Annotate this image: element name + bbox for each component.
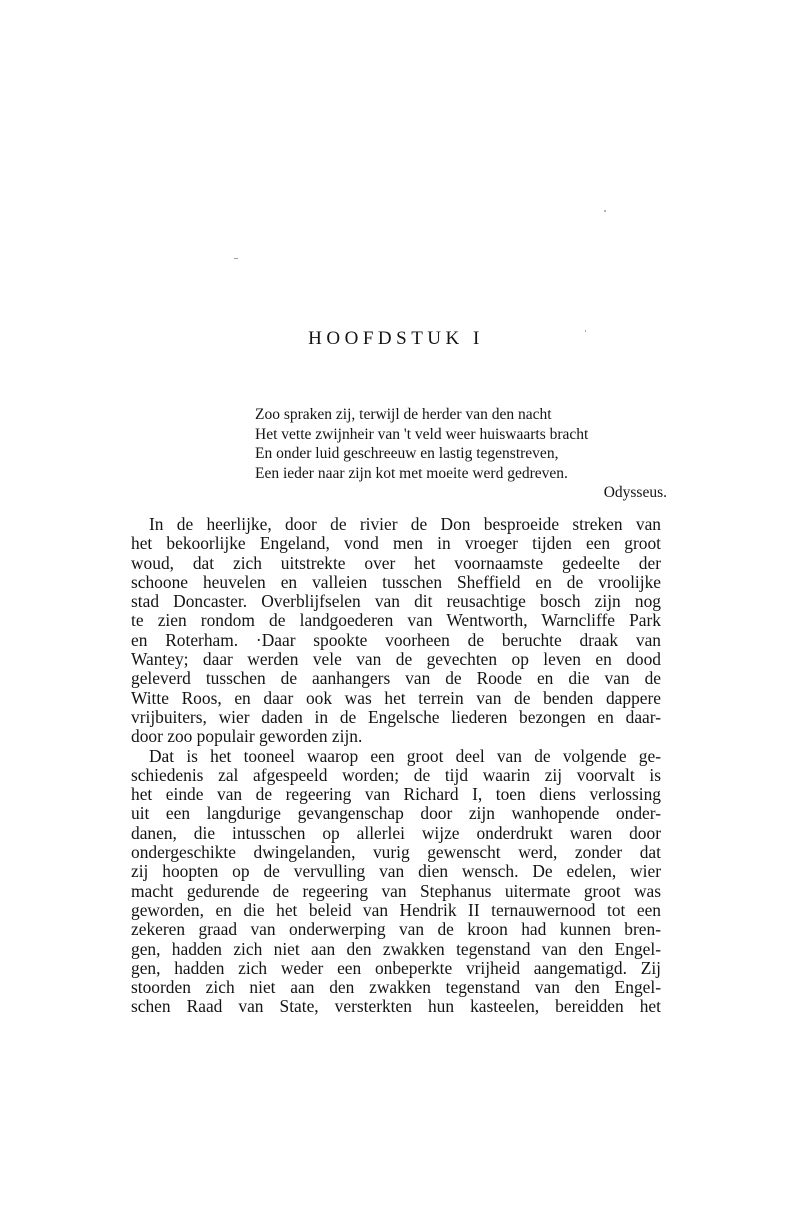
text-line: zekeren graad van onderwerping van de kroon had kunnen bren-	[131, 919, 661, 940]
body-text	[131, 515, 661, 1017]
text-line: zij hoopten op de vervulling van dien wensch. De edelen, wier	[131, 861, 661, 882]
text-line: te zien rondom de landgoederen van Wentworth, Warncliffe Park	[131, 610, 661, 631]
epigraph-line: Zoo spraken zij, terwijl de herder van den nacht	[255, 406, 552, 423]
chapter-title: HOOFDSTUK I	[308, 328, 484, 349]
text-line: danen, die intusschen op allerlei wijze onderdrukt waren door	[131, 822, 661, 843]
text-line: schiedenis zal afgespeeld worden; de tijd waarin zij voorvalt is	[131, 764, 661, 785]
text-line: uit een langdurige gevangenschap door zijn wanhopende onder-	[131, 803, 661, 824]
paper-speck	[234, 258, 238, 259]
text-line: In de heerlijke, door de rivier de Don besproeide streken van	[149, 514, 661, 534]
text-line: Witte Roos, en daar ook was het terrein van de benden dappere	[131, 687, 661, 708]
text-line: woud, dat zich uitstrekte over het voornaamste gedeelte der	[131, 552, 661, 573]
paper-speck	[604, 210, 606, 212]
text-line: macht gedurende de regeering van Stephanus uitermate groot was	[131, 880, 661, 901]
text-line: en Roterham. ·Daar spookte voorheen de beruchte draak van	[131, 629, 661, 650]
text-line: schen Raad van State, versterkten hun kasteelen, bereidden het	[131, 996, 661, 1017]
text-line: Dat is het tooneel waarop een groot deel van de volgende ge-	[149, 745, 661, 766]
text-line: stad Doncaster. Overblijfselen van dit reusachtige bosch zijn nog	[131, 591, 661, 612]
text-line: gen, hadden zich niet aan den zwakken tegenstand van den Engel-	[131, 938, 661, 959]
text-line: schoone heuvelen en valleien tusschen Sheffield en de vroolijke	[131, 571, 661, 592]
text-line: ondergeschikte dwingelanden, vurig gewenscht werd, zonder dat	[131, 842, 661, 863]
text-line: vrijbuiters, wier daden in de Engelsche liederen bezongen en daar-	[131, 706, 661, 727]
epigraph-line: Een ieder naar zijn kot met moeite werd gedreven.	[255, 464, 568, 482]
paragraph-2	[131, 747, 661, 1017]
epigraph-source: Odysseus.	[603, 484, 667, 502]
text-line: geleverd tusschen de aanhangers van de Roode en die van de	[131, 668, 661, 689]
epigraph	[255, 405, 667, 503]
paragraph-1	[131, 515, 661, 747]
text-line: geworden, en die het beleid van Hendrik II ternauwernood tot een	[131, 899, 661, 920]
text-line: Wantey; daar werden vele van de gevechten op leven en dood	[131, 649, 661, 670]
epigraph-line: Het vette zwijnheir van 't veld weer huiswaarts bracht	[255, 425, 589, 443]
text-line: het einde van de regeering van Richard I, toen diens verlossing	[131, 784, 661, 805]
text-line: het bekoorlijke Engeland, vond men in vroeger tijden een groot	[131, 533, 661, 554]
text-line: gen, hadden zich weder een onbeperkte vrijheid aangematigd. Zij	[131, 957, 661, 978]
text-line: stoorden zich niet aan den zwakken tegenstand van den Engel-	[131, 977, 661, 998]
epigraph-line: En onder luid geschreeuw en lastig tegenstreven,	[255, 445, 559, 463]
text-line: door zoo populair geworden zijn.	[131, 726, 363, 747]
